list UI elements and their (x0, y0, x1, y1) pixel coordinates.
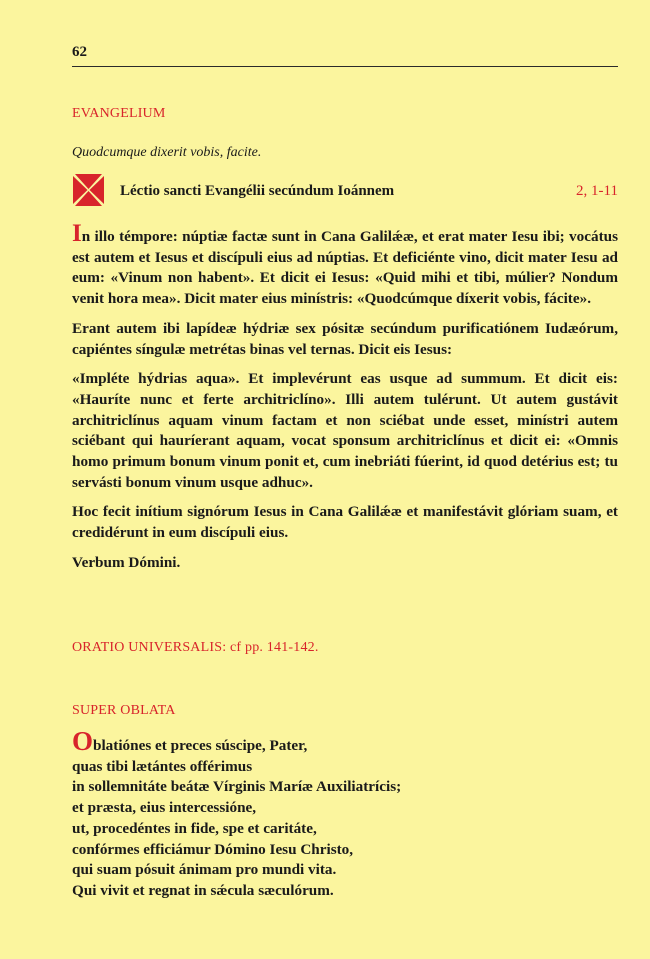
super-oblata-heading: SUPER OBLATA (72, 703, 176, 718)
drop-cap: O (72, 726, 94, 756)
gospel-paragraph-3: «Impléte hýdrias aqua». Et implevérunt eas usque ad summum. Et dicit eis: «Hauríte nunc et ferte architriclíno». Illi autem tulérunt. Ut autem gustávit architriclínus aquam vinum factam et non sciébat unde esset, minístri autem sciébant qui hauríerant aquam, vocat sponsum architriclínus et dicit ei: «Omnis homo primum bonum vinum ponit et, cum inebriáti fúerint, id quod detérius est; tu servásti bonum vinum usque adhuc». (72, 370, 618, 491)
drop-cap: I (72, 220, 82, 247)
lectio-title: Léctio sancti Evangélii secúndum Ioánnem (120, 183, 395, 199)
prayer-line: Qui vivit et regnat in sǽcula sæculórum. (72, 881, 334, 899)
gospel-paragraph-2: Erant autem ibi lapídeæ hýdriæ sex pósitæ secúndum purificatiónem Iudæórum, capiéntes síngulæ metrétas binas vel ternas. Dicit eis Iesus: (72, 319, 618, 358)
evangelium-heading: EVANGELIUM (72, 106, 166, 121)
prayer-line: in sollemnitáte beátæ Vírginis Maríæ Auxiliatrícis; (72, 778, 402, 796)
gospel-motto: Quodcumque dixerit vobis, facite. (72, 145, 262, 160)
page-number: 62 (72, 44, 87, 60)
maltese-cross-icon (72, 172, 105, 208)
super-oblata-prayer (72, 726, 402, 902)
verbum-domini: Verbum Dómini. (72, 553, 181, 571)
gospel-reference: 2, 1-11 (576, 183, 618, 199)
prayer-line: Oblatiónes et preces súscipe, Pater, (72, 726, 308, 756)
prayer-line: confórmes efficiámur Dómino Iesu Christo, (72, 840, 354, 858)
oratio-reference: cf pp. 141-142. (230, 640, 319, 655)
header-rule (72, 66, 618, 67)
prayer-line: quas tibi lætántes offérimus (72, 757, 253, 775)
gospel-paragraph-1: In illo témpore: núptiæ factæ sunt in Cana Galilǽæ, et erat mater Iesu ibi; vocátus est autem et Iesus et discípuli eius ad núptias. Et deficiénte vino, dicit mater Iesu ad eum: «Vinum non habent». Et dicit ei Iesus: «Quid mihi et tibi, múlier? Nondum venit hora mea». Dicit mater eius minístris: «Quodcúmque díxerit vobis, fácite». (72, 220, 618, 308)
prayer-line: ut, procedéntes in fide, spe et caritáte, (72, 819, 317, 837)
prayer-line: et præsta, eius intercessióne, (72, 799, 257, 817)
gospel-paragraph-4: Hoc fecit inítium signórum Iesus in Cana Galilǽæ et manifestávit glóriam suam, et credidérunt in eum discípuli eius. (72, 503, 618, 542)
oratio-universalis: ORATIO UNIVERSALIS: cf pp. 141-142. (72, 640, 319, 655)
prayer-line: qui suam pósuit ánimam pro mundi vita. (72, 861, 337, 879)
lectio-line (72, 170, 618, 210)
gospel-text (72, 220, 618, 583)
